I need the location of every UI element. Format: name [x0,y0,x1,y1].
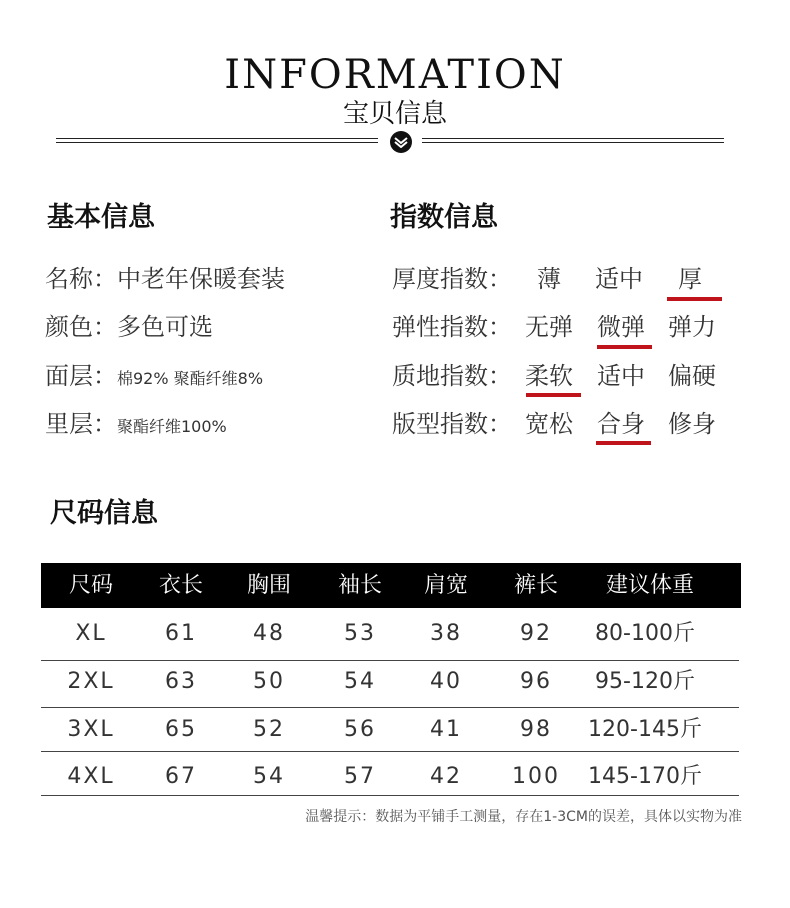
index-info-title: 指数信息 [390,202,498,233]
fit-option-selected: 合身 [597,410,645,438]
name-row [45,264,285,294]
table-header-cell: 肩宽 [423,573,468,598]
texture-option: 偏硬 [668,362,716,390]
table-cell: 98 [520,717,552,742]
table-row-divider [41,707,739,708]
thickness-option: 适中 [595,265,643,293]
color-row [45,312,213,342]
table-cell-weight: 80-100斤 [595,621,695,646]
table-cell: 57 [344,764,376,789]
table-cell-size: 2XL [67,669,115,694]
table-cell: 96 [520,669,552,694]
table-header-cell: 尺码 [68,573,113,598]
selected-underline [667,297,722,301]
size-info-title: 尺码信息 [50,498,158,529]
inner-row [45,409,227,442]
table-cell: 65 [165,717,197,742]
table-cell: 41 [430,717,462,742]
elasticity-option: 无弹 [525,313,573,341]
page-title: INFORMATION [224,52,566,98]
table-cell: 42 [430,764,462,789]
divider-line [56,142,378,143]
table-cell-size: 4XL [67,764,115,789]
table-row-divider [41,751,739,752]
fit-option: 修身 [668,410,716,438]
page-subtitle: 宝贝信息 [342,99,447,129]
table-cell: 92 [520,621,552,646]
thickness-label: 厚度指数： [392,265,512,293]
chevron-down-icon [390,131,412,153]
basic-info-title: 基本信息 [47,202,155,233]
fit-option: 宽松 [525,410,573,438]
table-cell: 53 [344,621,376,646]
color-label: 颜色： [45,313,117,341]
table-cell: 63 [165,669,197,694]
name-label: 名称： [45,265,117,293]
table-header-cell: 裤长 [513,573,558,598]
texture-label: 质地指数： [392,362,512,390]
table-header-cell: 胸围 [246,573,291,598]
table-header-cell: 衣长 [158,573,203,598]
elasticity-option: 弹力 [668,313,716,341]
elasticity-label: 弹性指数： [392,313,512,341]
table-cell-weight: 145-170斤 [588,764,702,789]
selected-underline [596,441,651,445]
table-cell-size: XL [75,621,107,646]
table-cell-weight: 120-145斤 [588,717,702,742]
table-cell: 67 [165,764,197,789]
table-cell: 50 [253,669,285,694]
table-cell: 100 [512,764,560,789]
table-cell-size: 3XL [67,717,115,742]
table-header-cell: 袖长 [337,573,382,598]
divider-line [422,138,724,139]
table-row-divider [41,795,739,796]
outer-label: 面层： [45,362,117,390]
texture-option: 适中 [597,362,645,390]
texture-option-selected: 柔软 [525,362,573,390]
thickness-option-selected: 厚 [678,265,702,293]
table-cell: 54 [344,669,376,694]
table-cell-weight: 95-120斤 [595,669,695,694]
measurement-note: 温馨提示：数据为平铺手工测量，存在1-3CM的误差，具体以实物为准 [305,809,742,825]
outer-value: 棉92% 聚酯纤维8% [117,369,264,388]
divider-line [56,138,378,139]
outer-row [45,361,263,394]
name-value: 中老年保暖套装 [117,265,285,293]
selected-underline [597,345,652,349]
table-cell: 40 [430,669,462,694]
thickness-option: 薄 [537,265,561,293]
fit-label: 版型指数： [392,410,512,438]
table-cell: 56 [344,717,376,742]
table-header-cell: 建议体重 [605,573,694,598]
elasticity-option-selected: 微弹 [597,313,645,341]
table-cell: 52 [253,717,285,742]
color-value: 多色可选 [117,313,213,341]
table-cell: 54 [253,764,285,789]
divider-line [422,142,724,143]
table-cell: 61 [165,621,197,646]
table-cell: 48 [253,621,285,646]
table-row-divider [41,660,739,661]
inner-value: 聚酯纤维100% [117,417,227,436]
table-cell: 38 [430,621,462,646]
selected-underline [526,393,581,397]
inner-label: 里层： [45,410,117,438]
